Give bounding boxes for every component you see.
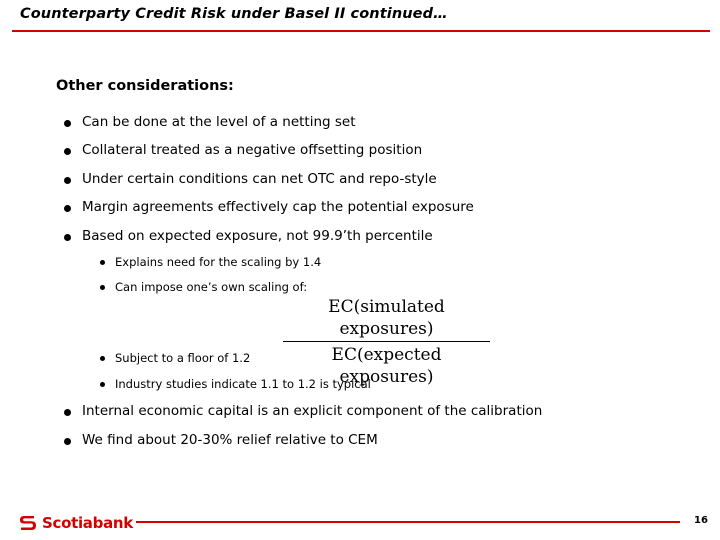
subheading: Other considerations: (56, 78, 234, 94)
bullet-dot-icon (64, 177, 71, 184)
fraction-bar (283, 341, 490, 342)
bullet-dot-icon (64, 234, 71, 241)
bullet-dot-icon (100, 382, 105, 387)
bullet-dot-icon (100, 260, 105, 265)
bullet-dot-icon (100, 356, 105, 361)
bullet-text: We find about 20-30% relief relative to CEM (82, 432, 378, 448)
footer-divider (136, 521, 680, 523)
scotiabank-logo (18, 512, 133, 534)
sub-bullet-text: Can impose one’s own scaling of: (115, 280, 308, 294)
bullet-dot-icon (64, 205, 71, 212)
scaling-formula (283, 296, 490, 388)
formula-numerator: EC(simulated exposures) (328, 297, 445, 339)
bullet-text: Internal economic capital is an explicit component of the calibration (82, 403, 543, 419)
bullet-text: Collateral treated as a negative offsetting position (82, 142, 423, 158)
page-number: 16 (694, 515, 708, 526)
scotiabank-s-icon (18, 513, 38, 533)
bullet-dot-icon (64, 438, 71, 445)
formula-denominator: EC(expected exposures) (331, 345, 442, 387)
sub-bullet-text: Subject to a floor of 1.2 (115, 351, 251, 365)
bullet-dot-icon (100, 285, 105, 290)
bullet-dot-icon (64, 148, 71, 155)
bullet-text: Can be done at the level of a netting set (82, 114, 356, 130)
bullet-text: Based on expected exposure, not 99.9’th percentile (82, 228, 433, 244)
logo-wordmark: Scotiabank (42, 514, 133, 532)
bullet-text: Under certain conditions can net OTC and repo-style (82, 171, 437, 187)
bullet-dot-icon (64, 409, 71, 416)
title-divider (12, 30, 710, 32)
slide-title: Counterparty Credit Risk under Basel II continued… (20, 6, 448, 22)
sub-bullet-text: Explains need for the scaling by 1.4 (115, 255, 322, 269)
sub-bullet-text: Industry studies indicate 1.1 to 1.2 is typical (115, 377, 371, 391)
bullet-text: Margin agreements effectively cap the potential exposure (82, 199, 474, 215)
bullet-dot-icon (64, 120, 71, 127)
